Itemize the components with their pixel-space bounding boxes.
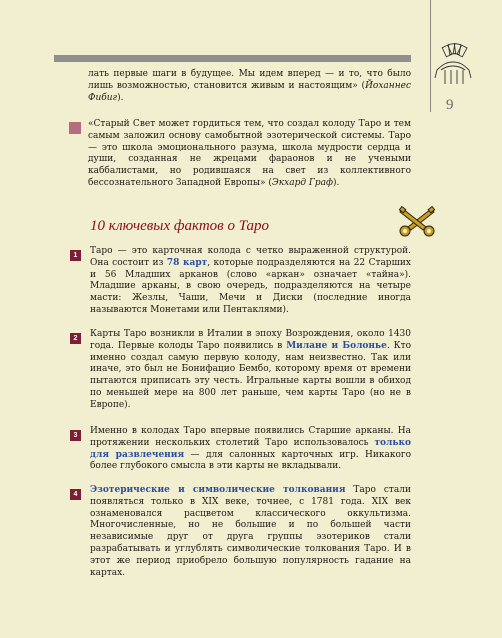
- fact-highlight: Милане и Болонье: [286, 340, 387, 351]
- quote-author: Йоханнес Фибиг: [88, 80, 411, 103]
- quote-block: [88, 119, 411, 190]
- fact-highlight: только для развлечения: [90, 437, 411, 460]
- fact-item: [90, 485, 411, 579]
- item-number-badge: 4: [70, 489, 81, 500]
- quote-marker: [69, 122, 81, 134]
- fact-item: [90, 329, 411, 412]
- fact-highlight: Эзотерические и символические толкования: [90, 485, 346, 495]
- header-bar: [54, 55, 411, 62]
- item-number-badge: 3: [70, 430, 81, 441]
- fact-text: Таро стали появляться только в XIX веке, точнее, с 1781 года. XIX век ознаменовался расцветом классического оккультизма. Многочисленные, но не большие и по большей части независимые друг от друга группы эзотериков стали разрабатывать и углублять символические толкования Таро. И в этот же период приобрело большую популярность гадание на картах.: [90, 485, 411, 578]
- section-title: 10 ключевых фактов о Таро: [90, 218, 269, 234]
- quote-continuation: [88, 69, 411, 104]
- fact-text: Именно в колодах Таро впервые появились Старшие арканы. На протяжении нескольких столетий Таро использовалось: [90, 426, 411, 448]
- quote-end: ).: [333, 177, 340, 188]
- crossed-keys-icon: [395, 205, 439, 239]
- page-number: 9: [446, 97, 454, 113]
- quote-text: «Старый Свет может гордиться тем, что создал колоду Таро и тем самым заложил основу самобытной эзотерической системы. Таро — это школа эмоционального разума, школа мудрости сердца и души, созданная не жрецами фараонов и не учеными каббалистами, но родившаяся на свет из коллективного бессознательного Западной Европы» (: [88, 119, 411, 188]
- quote-author: Экхард Граф: [271, 177, 334, 188]
- fact-text: Карты Таро возникли в Италии в эпоху Возрождения, около 1430 года. Первые колоды Таро появились в: [90, 329, 411, 351]
- margin-rule: [430, 0, 431, 112]
- item-number-badge: 2: [70, 333, 81, 344]
- fact-item: [90, 246, 411, 317]
- fact-item: [90, 426, 411, 473]
- fact-text: — для салонных карточных игр. Никакого более глубокого смысла в эти карты не вкладывали.: [90, 449, 411, 472]
- fact-highlight: 78 карт: [166, 257, 208, 268]
- fact-text: , которые подразделяются на 22 Старших и 56 Младших арканов (слово «аркан» означает «тайна»). Младшие арканы, в свою очередь, подразделяются на четыре масти: Жезлы, Чаши, Мечи и Диски (последние иногда называются Монетами или Пентаклями).: [90, 257, 412, 315]
- quote-end: ).: [117, 92, 124, 103]
- item-number-badge: 1: [70, 250, 81, 261]
- hand-holding-cards-icon: [433, 40, 473, 88]
- fact-text: . Кто именно создал самую первую колоду, нам неизвестно. Так или иначе, это был не Бонифацио Бембо, которому время от времени пытаются приписать эту честь. Игральные карты вошли в обиход по меньшей мере на 800 лет раньше, чем карты Таро (но не в Европе).: [90, 340, 411, 410]
- fact-text: Таро — это карточная колода с четко выраженной структурой. Она состоит из: [90, 246, 411, 268]
- quote-continuation-text: лать первые шаги в будущее. Мы идем вперед — и то, что было лишь возможностью, становится живым и настоящим» (: [88, 69, 411, 91]
